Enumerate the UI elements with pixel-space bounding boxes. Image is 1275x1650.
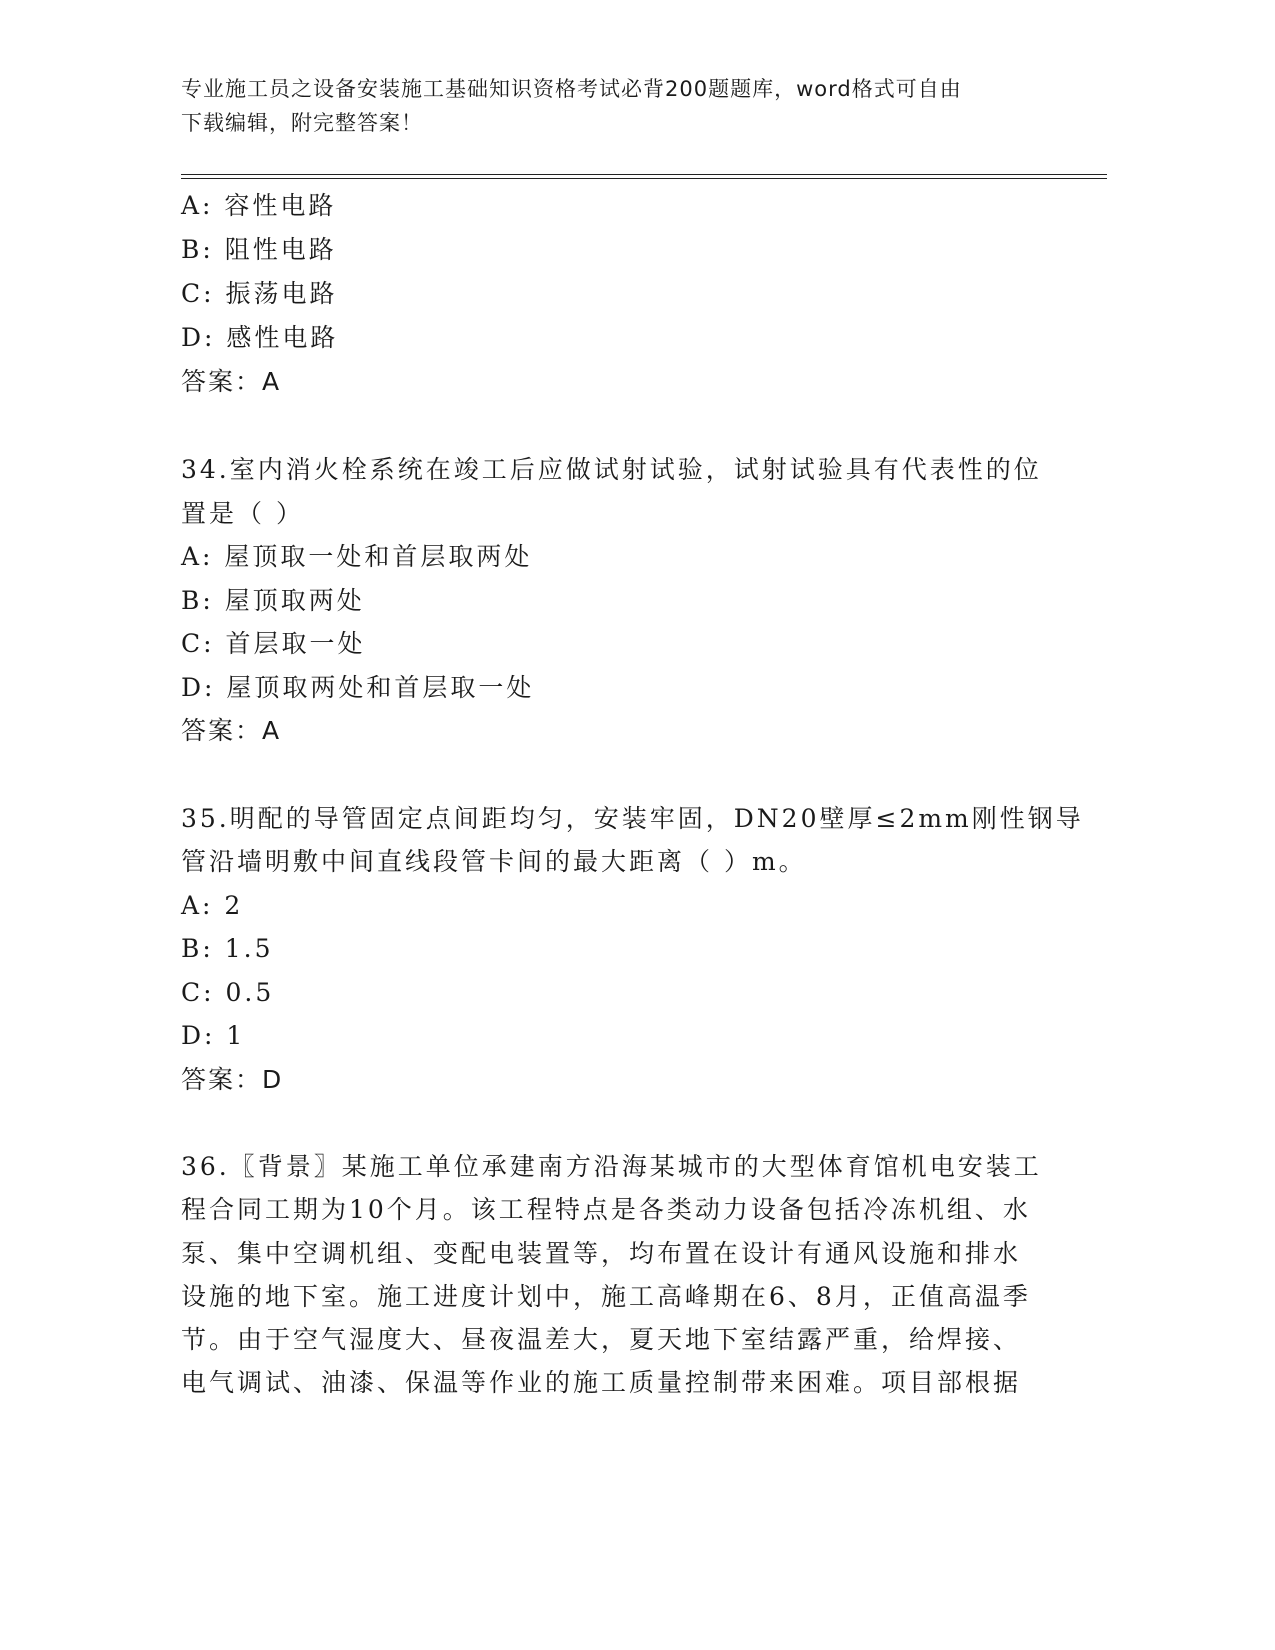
answer: 答案：A xyxy=(181,367,282,396)
option-c: C: 首层取一处 xyxy=(181,629,366,658)
document-header xyxy=(181,72,1081,140)
question-stem-line-3: 泵、集中空调机组、变配电装置等，均布置在设计有通风设施和排水 xyxy=(181,1238,1022,1268)
header-line-2: 下载编辑，附完整答案！ xyxy=(181,111,423,135)
question-36 xyxy=(181,1145,1061,1405)
header-divider-top xyxy=(181,174,1107,175)
question-34 xyxy=(181,448,1061,753)
option-b: B: 阻性电路 xyxy=(181,235,337,264)
option-a: A: 屋顶取一处和首层取两处 xyxy=(181,542,533,571)
question-stem-line-1: 35.明配的导管固定点间距均匀，安装牢固，DN20壁厚≤2mm刚性钢导 xyxy=(181,803,1084,833)
question-stem-line-5: 节。由于空气湿度大、昼夜温差大，夏天地下室结露严重，给焊接、 xyxy=(181,1325,1022,1355)
option-d: D: 1 xyxy=(181,1021,246,1050)
question-stem-line-2: 置是（ ） xyxy=(181,498,304,528)
spacer xyxy=(181,404,1061,448)
question-stem-line-6: 电气调试、油漆、保温等作业的施工质量控制带来困难。项目部根据 xyxy=(181,1368,1022,1398)
spacer xyxy=(181,1101,1061,1145)
option-c: C: 振荡电路 xyxy=(181,279,338,308)
question-stem-line-2: 管沿墙明敷中间直线段管卡间的最大距离（ ）m。 xyxy=(181,847,807,876)
header-line-1: 专业施工员之设备安装施工基础知识资格考试必背200题题库，word格式可自由 xyxy=(181,77,962,101)
question-stem-line-1: 34.室内消火栓系统在竣工后应做试射试验，试射试验具有代表性的位 xyxy=(181,455,1042,484)
answer: 答案：A xyxy=(181,716,282,745)
option-c: C: 0.5 xyxy=(181,977,275,1007)
header-divider-bottom xyxy=(181,178,1107,179)
answer: 答案：D xyxy=(181,1064,284,1094)
spacer xyxy=(181,753,1061,797)
option-d: D: 感性电路 xyxy=(181,323,339,352)
document-body xyxy=(181,184,1084,1405)
option-d: D: 屋顶取两处和首层取一处 xyxy=(181,672,535,702)
question-stem-line-1: 36.〖背景〗某施工单位承建南方沿海某城市的大型体育馆机电安装工 xyxy=(181,1152,1042,1181)
question-33 xyxy=(181,184,1061,404)
option-a: A: 2 xyxy=(181,890,244,920)
option-b: B: 屋顶取两处 xyxy=(181,585,365,615)
question-35 xyxy=(181,797,1084,1102)
question-stem-line-4: 设施的地下室。施工进度计划中，施工高峰期在6、8月，正值高温季 xyxy=(181,1281,1031,1311)
question-stem-line-2: 程合同工期为10个月。该工程特点是各类动力设备包括冷冻机组、水 xyxy=(181,1195,1031,1225)
option-b: B: 1.5 xyxy=(181,934,274,963)
option-a: A: 容性电路 xyxy=(181,191,337,220)
